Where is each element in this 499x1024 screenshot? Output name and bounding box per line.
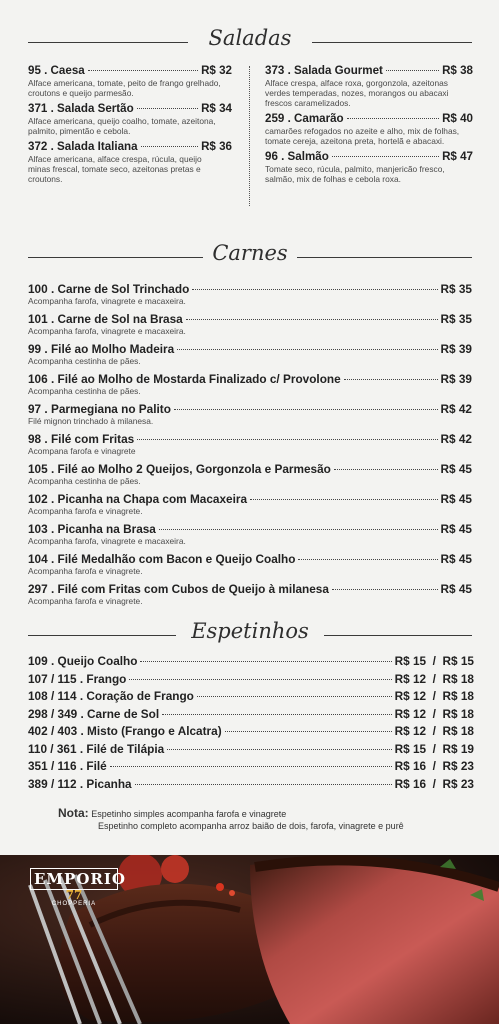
nota-line-2: Espetinho completo acompanha arroz baião de dois, farofa, vinagrete e purê xyxy=(98,821,404,831)
item-price: R$ 45 xyxy=(440,462,472,476)
item-price: R$ 39 xyxy=(440,372,472,386)
item-price: R$ 36 xyxy=(201,140,232,153)
item-price: R$ 35 xyxy=(440,312,472,326)
item-price: R$ 12 / R$ 18 xyxy=(394,724,474,738)
menu-item[interactable] xyxy=(28,582,472,612)
item-name: 259 . Camarão xyxy=(265,112,344,125)
item-price: R$ 40 xyxy=(442,112,473,125)
item-desc: Acompanha farofa e vinagrete. xyxy=(28,596,143,606)
item-name: 97 . Parmegiana no Palito xyxy=(28,402,171,416)
item-name: 101 . Carne de Sol na Brasa xyxy=(28,312,183,326)
item-price: R$ 42 xyxy=(440,402,472,416)
logo-name: EMPORIO xyxy=(30,868,118,890)
item-name: 105 . Filé ao Molho 2 Queijos, Gorgonzola e Parmesão xyxy=(28,462,331,476)
item-name: 107 / 115 . Frango xyxy=(28,671,127,686)
item-name: 103 . Picanha na Brasa xyxy=(28,522,156,536)
menu-item[interactable] xyxy=(28,742,474,760)
logo-tagline: CHOPPERIA xyxy=(51,901,97,907)
item-price: R$ 35 xyxy=(440,282,472,296)
item-name: 389 / 112 . Picanha xyxy=(28,776,132,791)
section-title-saladas: Saladas xyxy=(208,26,292,50)
item-name: 110 / 361 . Filé de Tilápia xyxy=(28,741,165,756)
item-price: R$ 45 xyxy=(440,552,472,566)
item-desc: Acompanha cestinha de pães. xyxy=(28,386,141,396)
item-price: R$ 32 xyxy=(201,64,232,77)
item-price: R$ 15 / R$ 19 xyxy=(394,741,474,756)
item-desc: Acompanha farofa, vinagrete e macaxeira. xyxy=(28,326,186,336)
item-name: 372 . Salada Italiana xyxy=(28,140,138,153)
item-name: 402 / 403 . Misto (Frango e Alcatra) xyxy=(28,724,222,738)
item-desc: Tomate seco, rúcula, palmito, manjericão fresco, xyxy=(265,164,445,174)
item-desc: salmão, mix de folhas e cebola roxa. xyxy=(265,174,401,184)
item-desc: Alface crespa, alface roxa, gorgonzola, azeitonas xyxy=(265,78,448,88)
saladas-column-divider xyxy=(249,66,250,206)
item-desc: verdes temperadas, nozes, morangos ou abacaxi xyxy=(265,88,449,98)
menu-item[interactable] xyxy=(28,522,472,552)
item-price: R$ 45 xyxy=(440,582,472,596)
section-title-espetinhos: Espetinhos xyxy=(191,619,309,643)
item-price: R$ 38 xyxy=(442,64,473,77)
item-price: R$ 34 xyxy=(201,102,232,115)
nota-label: Nota: xyxy=(58,806,89,820)
menu-item[interactable] xyxy=(28,372,472,402)
item-desc: Alface americana, tomate, peito de frango grelhado, xyxy=(28,78,221,88)
saladas-left-column xyxy=(28,64,232,184)
divider xyxy=(297,257,472,258)
menu-item[interactable] xyxy=(28,64,232,98)
saladas-header xyxy=(28,26,472,56)
item-name: 108 / 114 . Coração de Frango xyxy=(28,689,194,703)
menu-item[interactable] xyxy=(28,342,472,372)
menu-item[interactable] xyxy=(28,689,474,707)
espetinhos-list xyxy=(28,654,474,794)
item-desc: Filé mignon trinchado à milanesa. xyxy=(28,416,154,426)
item-name: 298 / 349 . Carne de Sol xyxy=(28,706,160,721)
menu-item[interactable] xyxy=(265,150,473,184)
item-desc: Acompana farofa e vinagrete xyxy=(28,446,136,456)
item-name: 95 . Caesa xyxy=(28,64,85,77)
item-price: R$ 42 xyxy=(440,432,472,446)
item-desc: Acompanha farofa e vinagrete. xyxy=(28,506,143,516)
espetinhos-header xyxy=(28,619,472,649)
item-desc: palmito, pimentão e cebola. xyxy=(28,126,131,136)
item-name: 100 . Carne de Sol Trinchado xyxy=(28,282,190,296)
menu-item[interactable] xyxy=(265,112,473,146)
item-name: 351 / 116 . Filé xyxy=(28,759,107,773)
item-price: R$ 16 / R$ 23 xyxy=(394,759,474,773)
item-desc: Acompanha cestinha de pães. xyxy=(28,476,141,486)
item-name: 297 . Filé com Fritas com Cubos de Queijo à milanesa xyxy=(28,582,329,596)
item-desc: croutons. xyxy=(28,174,63,184)
menu-item[interactable] xyxy=(28,724,474,742)
logo-number: 77 xyxy=(65,888,83,902)
item-desc: Acompanha farofa e vinagrete. xyxy=(28,566,143,576)
item-desc: Acompanha farofa, vinagrete e macaxeira. xyxy=(28,296,186,306)
menu-item[interactable] xyxy=(28,282,472,312)
item-price: R$ 39 xyxy=(440,342,472,356)
item-desc: Alface americana, queijo coalho, tomate, azeitona, xyxy=(28,116,216,126)
item-desc: camarões refogados no azeite e alho, mix de folhas, xyxy=(265,126,460,136)
menu-item[interactable] xyxy=(28,777,474,795)
item-price: R$ 15 / R$ 15 xyxy=(394,654,474,668)
section-title-carnes: Carnes xyxy=(212,241,288,265)
menu-item[interactable] xyxy=(28,462,472,492)
item-price: R$ 16 / R$ 23 xyxy=(394,776,474,791)
carnes-header xyxy=(28,241,472,271)
menu-item[interactable] xyxy=(28,672,474,690)
item-price: R$ 12 / R$ 18 xyxy=(394,706,474,721)
item-desc: minas frescal, tomate seco, azeitonas pretas e xyxy=(28,164,201,174)
item-price: R$ 12 / R$ 18 xyxy=(394,671,474,686)
divider xyxy=(312,42,472,43)
menu-item[interactable] xyxy=(28,654,474,672)
item-name: 373 . Salada Gourmet xyxy=(265,64,383,77)
menu-item[interactable] xyxy=(28,432,472,462)
menu-item[interactable] xyxy=(28,140,232,184)
item-price: R$ 12 / R$ 18 xyxy=(394,689,474,703)
divider xyxy=(324,635,472,636)
menu-item[interactable] xyxy=(28,312,472,342)
item-name: 102 . Picanha na Chapa com Macaxeira xyxy=(28,492,248,506)
menu-item[interactable] xyxy=(28,707,474,725)
nota-block xyxy=(58,807,404,832)
item-desc: croutons e queijo parmesão. xyxy=(28,88,134,98)
menu-item[interactable] xyxy=(28,759,474,777)
item-price: R$ 45 xyxy=(440,522,472,536)
item-price: R$ 47 xyxy=(442,150,473,163)
emporio-logo xyxy=(30,868,126,907)
item-desc: frescos caramelizados. xyxy=(265,98,351,108)
item-desc: Acompanha farofa, vinagrete e macaxeira. xyxy=(28,536,186,546)
menu-item[interactable] xyxy=(28,492,472,522)
item-desc: Acompanha cestinha de pães. xyxy=(28,356,141,366)
menu-item[interactable] xyxy=(265,64,473,108)
carnes-list xyxy=(28,282,472,612)
menu-item[interactable] xyxy=(28,402,472,432)
menu-item[interactable] xyxy=(28,102,232,136)
menu-item[interactable] xyxy=(28,552,472,582)
item-price: R$ 45 xyxy=(440,492,472,506)
item-name: 99 . Filé ao Molho Madeira xyxy=(28,342,175,356)
saladas-right-column xyxy=(265,64,473,184)
item-name: 104 . Filé Medalhão com Bacon e Queijo Coalho xyxy=(28,552,296,566)
item-name: 98 . Filé com Fritas xyxy=(28,432,135,446)
item-name: 371 . Salada Sertão xyxy=(28,102,134,115)
nota-line-1: Espetinho simples acompanha farofa e vinagrete xyxy=(91,809,287,819)
item-name: 109 . Queijo Coalho xyxy=(28,654,138,668)
item-name: 106 . Filé ao Molho de Mostarda Finalizado c/ Provolone xyxy=(28,372,341,386)
item-desc: Alface americana, alface crespa, rúcula, queijo xyxy=(28,154,202,164)
item-desc: tomate cereja, azeitona preta, hortelã e abacaxi. xyxy=(265,136,445,146)
item-name: 96 . Salmão xyxy=(265,150,329,163)
